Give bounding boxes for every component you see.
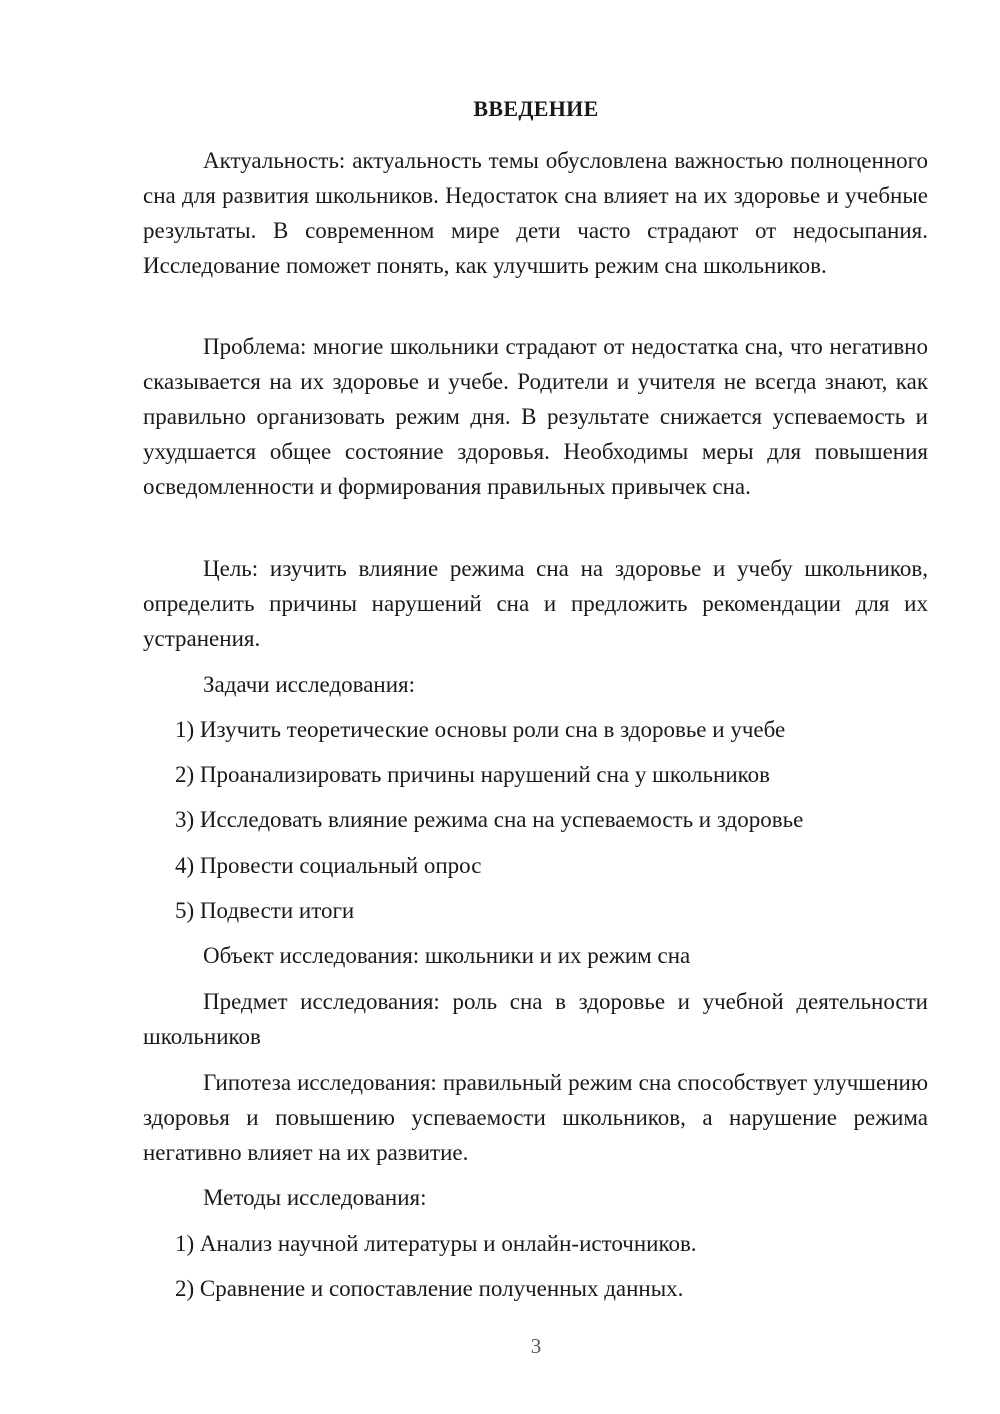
tasks-title: Задачи исследования:: [203, 672, 416, 697]
method-item: 2) Сравнение и сопоставление полученных данных.: [175, 1276, 684, 1301]
relevance-paragraph: Актуальность: актуальность темы обусловлена важностью полноценного сна для развития школьников. Недостаток сна влияет на их здоровье и учебные результаты. В современном мире дети часто страдают от недосыпания. Исследование поможет понять, как улучшить режим сна школьников.: [143, 148, 928, 278]
task-item: 4) Провести социальный опрос: [175, 853, 482, 878]
task-item: 2) Проанализировать причины нарушений сна у школьников: [175, 762, 770, 787]
task-item: 5) Подвести итоги: [175, 898, 355, 923]
problem-paragraph: Проблема: многие школьники страдают от недостатка сна, что негативно сказывается на их здоровье и учебе. Родители и учителя не всегда знают, как правильно организовать режим дня. В результате снижается успеваемость и ухудшается общее состояние здоровья. Необходимы меры для повышения осведомленности и формирования правильных привычек сна.: [143, 334, 928, 499]
page-title: ВВЕДЕНИЕ: [473, 96, 599, 121]
methods-title: Методы исследования:: [203, 1185, 427, 1210]
hypothesis-paragraph: Гипотеза исследования: правильный режим сна способствует улучшению здоровья и повышению успеваемости школьников, а нарушение режима негативно влияет на их развитие.: [143, 1070, 928, 1165]
goal-paragraph: Цель: изучить влияние режима сна на здоровье и учебу школьников, определить причины нарушений сна и предложить рекомендации для их устранения.: [143, 556, 928, 651]
page-number: 3: [530, 1334, 542, 1358]
task-item: 1) Изучить теоретические основы роли сна в здоровье и учебе: [175, 717, 786, 742]
method-item: 1) Анализ научной литературы и онлайн-источников.: [175, 1231, 697, 1256]
research-subject: Предмет исследования: роль сна в здоровье и учебной деятельности школьников: [143, 989, 928, 1049]
research-object: Объект исследования: школьники и их режим сна: [203, 943, 691, 968]
task-item: 3) Исследовать влияние режима сна на успеваемость и здоровье: [175, 807, 804, 832]
